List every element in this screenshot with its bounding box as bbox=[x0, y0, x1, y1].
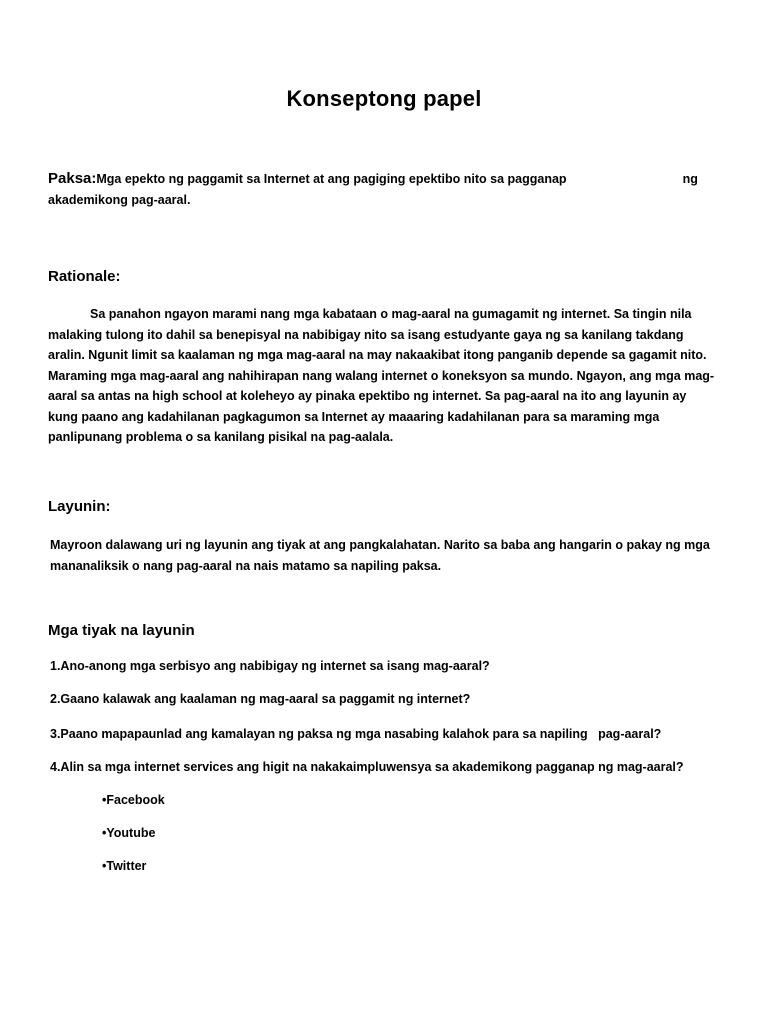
paksa-text-part1: Mga epekto ng paggamit sa Internet at ang pagiging epektibo nito sa pagganap bbox=[96, 172, 567, 186]
document-title: Konseptong papel bbox=[286, 86, 482, 111]
layunin-paragraph bbox=[50, 535, 718, 576]
bullet-item-facebook: •Facebook bbox=[102, 793, 165, 807]
layunin-body: Mayroon dalawang uri ng layunin ang tiyak at ang pangkalahatan. Narito sa baba ang hangarin o pakay ng mga mananaliksik o nang pag-aaral na nais matamo sa napiling paksa. bbox=[50, 538, 710, 573]
layunin-heading: Layunin: bbox=[48, 498, 111, 515]
bullet-item-twitter: •Twitter bbox=[102, 859, 147, 873]
tiyak-item-1: 1.Ano-anong mga serbisyo ang nabibigay ng internet sa isang mag-aaral? bbox=[50, 659, 490, 673]
rationale-paragraph bbox=[48, 304, 716, 448]
tiyak-heading: Mga tiyak na layunin bbox=[48, 622, 195, 639]
paksa-text-part3: akademikong pag-aaral. bbox=[48, 193, 191, 207]
tiyak-item-3: 3.Paano mapapaunlad ang kamalayan ng paksa ng mga nasabing kalahok para sa napiling pag-aaral? bbox=[50, 727, 662, 741]
paksa-label: Paksa: bbox=[48, 170, 97, 187]
rationale-heading: Rationale: bbox=[48, 268, 121, 285]
paksa-paragraph bbox=[48, 168, 698, 211]
rationale-body: Sa panahon ngayon marami nang mga kabataan o mag-aaral na gumagamit ng internet. Sa tingin nila malaking tulong ito dahil sa benepisyal na nabibigay nito sa isang estudyante gaya ng sa kanilang takdang aralin. Ngunit limit sa kaalaman ng mga mag-aaral na may nakaakibat itong panganib depende sa gagamit nito. Maraming mga mag-aaral ang nahihirapan nang walang internet o koneksyon sa mundo. Ngayon, ang mga mag-aaral sa antas na high school at koleheyo ay pinaka epektibo ng internet. Sa pag-aaral na ito ang layunin ay kung paano ang kadahilanan pagkagumon sa Internet ay maaaring kadahilanan para sa maraming mga panlipunang problema o sa kanilang pisikal na pag-aalala. bbox=[48, 307, 715, 444]
bullet-item-youtube: •Youtube bbox=[102, 826, 156, 840]
tiyak-item-2: 2.Gaano kalawak ang kaalaman ng mag-aaral sa paggamit ng internet? bbox=[50, 692, 471, 706]
paksa-text-part2: ng bbox=[682, 172, 698, 186]
tiyak-item-4: 4.Alin sa mga internet services ang higit na nakakaimpluwensya sa akademikong pagganap ng mag-aaral? bbox=[50, 760, 684, 774]
